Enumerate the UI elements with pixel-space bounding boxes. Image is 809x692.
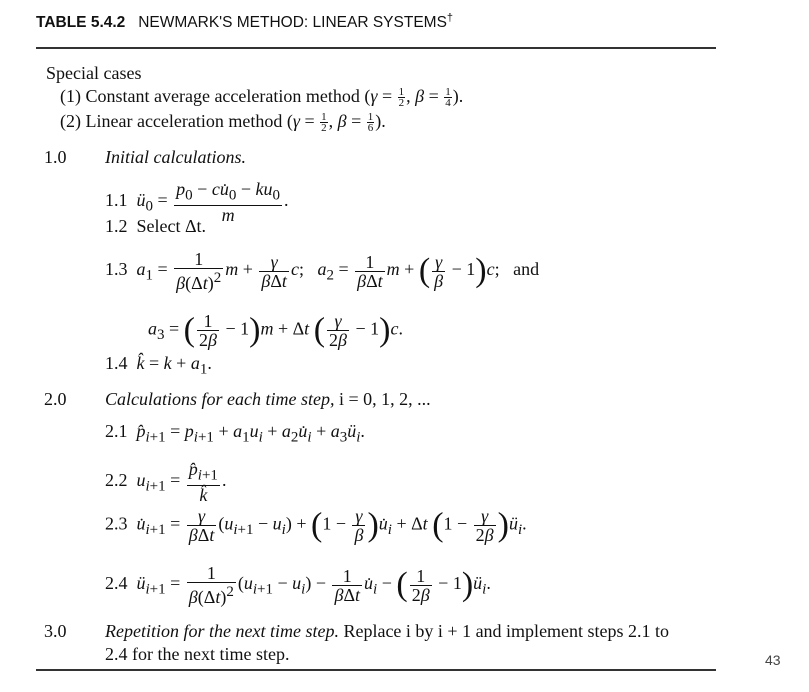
step-1-1: 1.1 $ü_0$ = $\frac{p_0 - cu̇_0 - ku_0}{m}$ . — [105, 179, 289, 225]
step-2-2: 2.2 $u_{i+1}$ = $\frac{p̂_{i+1}}{k̂}$ . — [105, 459, 227, 505]
step-1-4: 1.4 k̂ = $k + a_1$. — [105, 353, 212, 378]
section-2-title: Calculations for each time step, i = 0, 1, 2, ... — [105, 389, 431, 409]
section-3-number: 3.0 — [44, 621, 67, 641]
section-2-number: 2.0 — [44, 389, 67, 409]
section-3-line-1: Repetition for the next time step. Replace i by i + 1 and implement steps 2.1 to — [105, 621, 670, 641]
special-case-2: (2) Linear acceleration method (γ = $\frac{1}{2}$ , β = $\frac{1}{6}$ ). — [60, 111, 386, 135]
special-case-1: (1) Constant average acceleration method (γ = $\frac{1}{2}$ , β = $\frac{1}{4}$ ). — [60, 86, 464, 110]
step-2-3: 2.3 $u̇_{i+1}$ = $\frac{\gamma}{\text{βΔt}}$ $(u_{i+1} - u_i) + (1$ − $\frac{\gamma}{\beta}$ )$u̇_i + \Delta t$ (1 − $\frac{\gamma}{2\beta}$ )$ü_i$. — [105, 506, 527, 545]
step-1-2: 1.2 Select Δt. — [105, 216, 207, 236]
step-2-4: 2.4 $ü_{i+1}$ = $\frac{1}{\beta(\Delta t)^2}$ $(u_{i+1} - u_i)$ − $\frac{1}{\text{βΔt}}$ $u̇_i$ − ( $\frac{1}{2\beta}$ − $1)ü_i$. — [105, 563, 491, 607]
step-1-3: 1.3 $a_1$ = $\frac{1}{\beta(\Delta t)^2}$ m + $\frac{\gamma}{\text{βΔt}}$ c; $a_2$ = $\frac{1}{\text{βΔt}}$ m + ( $\frac{\gamma}{\beta}$ − 1)c; and — [105, 249, 540, 293]
page-number: 43 — [765, 652, 781, 668]
dagger-mark: † — [446, 12, 454, 24]
top-rule — [36, 47, 716, 49]
and-word: and — [513, 259, 540, 280]
table-title-text: NEWMARK'S METHOD: LINEAR SYSTEMS — [138, 14, 447, 32]
section-1-number: 1.0 — [44, 147, 67, 167]
table-label: TABLE 5.4.2 — [36, 14, 126, 32]
table-title — [36, 12, 453, 32]
section-3-line-2: 2.4 for the next time step. — [105, 644, 290, 664]
special-cases-heading: Special cases — [46, 63, 142, 83]
bottom-rule — [36, 669, 716, 671]
step-2-1: 2.1 $p̂_{i+1} = p_{i+1} + a_1u_i$ + $a_2u̇_i$ + $a_3ü_i$. — [105, 421, 365, 446]
section-1-title: Initial calculations. — [105, 147, 246, 167]
step-1-3-a3: $a_3$ = ( $\frac{1}{2\beta}$ − 1)m + Δt ( $\frac{\gamma}{2\beta}$ − 1)c. — [148, 311, 403, 350]
